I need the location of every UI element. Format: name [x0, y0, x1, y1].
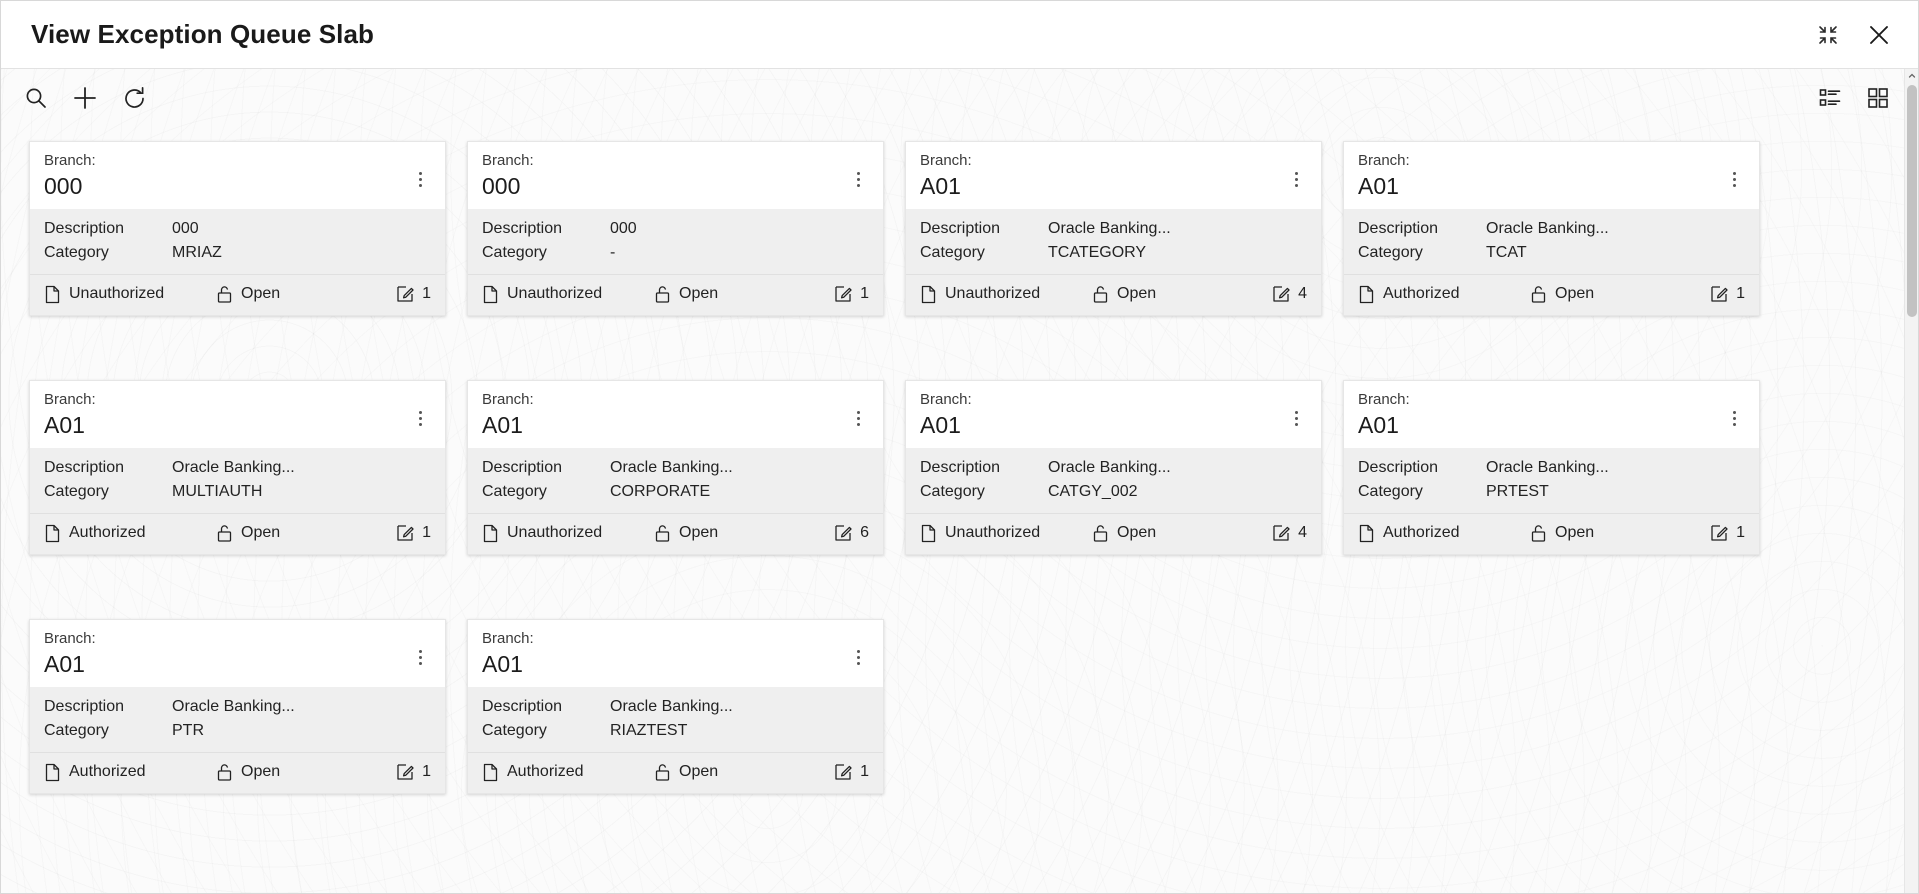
document-icon [44, 763, 61, 782]
record-state-label: Open [241, 285, 281, 302]
category-label: Category [44, 244, 109, 261]
category-label: Category [482, 483, 547, 500]
card-branch [44, 152, 411, 201]
card-header [468, 381, 883, 448]
record-state [1092, 523, 1202, 543]
modification-number-label: 6 [860, 524, 869, 541]
edit-icon [834, 285, 852, 303]
branch-value: A01 [482, 651, 523, 677]
modification-number [1272, 523, 1307, 543]
category-label: Category [920, 244, 985, 261]
description-label: Description [920, 220, 1001, 237]
document-icon [920, 285, 937, 304]
branch-value: A01 [44, 412, 85, 438]
edit-icon [1710, 285, 1728, 303]
authorization-status [44, 762, 206, 782]
description-value: Oracle Banking... [1048, 459, 1171, 476]
card-header [468, 142, 883, 209]
card-footer [1344, 513, 1759, 554]
record-state-label: Open [679, 763, 719, 780]
document-icon [920, 524, 937, 543]
authorization-status [1358, 284, 1520, 304]
branch-value: 000 [44, 173, 83, 199]
exception-queue-slab-card[interactable] [905, 141, 1322, 316]
edit-icon [1272, 285, 1290, 303]
unlock-icon [1092, 524, 1109, 543]
document-icon [44, 524, 61, 543]
card-body [906, 448, 1321, 513]
card-header [1344, 381, 1759, 448]
category-label: Category [482, 244, 547, 261]
kebab-menu-icon[interactable] [1725, 166, 1743, 192]
card-header [906, 381, 1321, 448]
card-field-values [1048, 217, 1307, 264]
card-header [30, 142, 445, 209]
authorization-status [482, 284, 644, 304]
authorization-status-label: Unauthorized [945, 524, 1041, 541]
modification-number-label: 1 [1736, 524, 1745, 541]
branch-label: Branch: [44, 391, 96, 408]
category-label: Category [1358, 483, 1423, 500]
window-title-bar [1, 1, 1918, 69]
record-state [654, 523, 764, 543]
refresh-icon[interactable] [121, 85, 148, 112]
card-field-values [610, 217, 869, 264]
card-footer [1344, 274, 1759, 315]
modification-number [834, 523, 869, 543]
category-value: - [610, 244, 616, 261]
branch-label: Branch: [1358, 152, 1410, 169]
document-icon [1358, 285, 1375, 304]
card-body [468, 687, 883, 752]
description-label: Description [44, 698, 125, 715]
card-field-values [610, 695, 869, 742]
category-value: PTR [172, 722, 204, 739]
authorization-status-label: Authorized [69, 763, 146, 780]
card-field-values [172, 695, 431, 742]
exception-queue-slab-card[interactable] [905, 380, 1322, 555]
category-value: CATGY_002 [1048, 483, 1138, 500]
modification-number-label: 1 [422, 524, 431, 541]
description-value: Oracle Banking... [1048, 220, 1171, 237]
authorization-status [44, 284, 206, 304]
card-field-labels [44, 456, 162, 503]
description-label: Description [44, 220, 125, 237]
card-field-values [172, 456, 431, 503]
branch-label: Branch: [920, 152, 972, 169]
toolbar-left-actions [23, 84, 148, 112]
card-branch [1358, 152, 1725, 201]
description-label: Description [482, 698, 563, 715]
record-state-label: Open [1117, 285, 1157, 302]
record-state [1530, 523, 1640, 543]
kebab-menu-icon[interactable] [1287, 405, 1305, 431]
content-area [1, 69, 1918, 893]
card-footer [30, 513, 445, 554]
authorization-status-label: Authorized [69, 524, 146, 541]
branch-value: A01 [482, 412, 523, 438]
branch-label: Branch: [44, 630, 96, 647]
kebab-menu-icon[interactable] [411, 405, 429, 431]
modification-number-label: 1 [860, 763, 869, 780]
modification-number-label: 4 [1298, 285, 1307, 302]
authorization-status [920, 284, 1082, 304]
modification-number [1272, 284, 1307, 304]
branch-label: Branch: [920, 391, 972, 408]
document-icon [44, 285, 61, 304]
edit-icon [396, 285, 414, 303]
record-state-label: Open [241, 763, 281, 780]
record-state-label: Open [679, 524, 719, 541]
record-state [216, 523, 326, 543]
edit-icon [1272, 524, 1290, 542]
card-header [468, 620, 883, 687]
category-label: Category [44, 722, 109, 739]
unlock-icon [1530, 285, 1547, 304]
card-field-labels [1358, 456, 1476, 503]
card-body [30, 448, 445, 513]
record-state-label: Open [679, 285, 719, 302]
category-value: CORPORATE [610, 483, 711, 500]
description-value: Oracle Banking... [1486, 220, 1609, 237]
kebab-menu-icon[interactable] [411, 644, 429, 670]
card-body [468, 209, 883, 274]
toolbar [1, 69, 1918, 127]
modification-number [396, 762, 431, 782]
exception-queue-slab-card[interactable] [29, 619, 446, 794]
authorization-status-label: Unauthorized [945, 285, 1041, 302]
unlock-icon [216, 285, 233, 304]
record-state [654, 284, 764, 304]
card-field-labels [920, 456, 1038, 503]
description-label: Description [920, 459, 1001, 476]
card-branch [44, 391, 411, 440]
card-body [1344, 209, 1759, 274]
card-field-values [172, 217, 431, 264]
close-icon[interactable] [1866, 22, 1892, 48]
description-label: Description [482, 220, 563, 237]
description-value: Oracle Banking... [610, 459, 733, 476]
record-state [216, 284, 326, 304]
search-icon[interactable] [23, 85, 49, 111]
category-value: MRIAZ [172, 244, 222, 261]
modification-number [1710, 284, 1745, 304]
record-state [1530, 284, 1640, 304]
card-header [30, 620, 445, 687]
card-footer [906, 513, 1321, 554]
exception-queue-slab-card[interactable] [29, 141, 446, 316]
card-field-labels [482, 695, 600, 742]
card-field-labels [482, 456, 600, 503]
card-branch [482, 152, 849, 201]
card-field-labels [482, 217, 600, 264]
tile-view-icon[interactable] [1866, 86, 1890, 110]
kebab-menu-icon[interactable] [849, 405, 867, 431]
exception-queue-slab-card[interactable] [467, 619, 884, 794]
branch-value: A01 [44, 651, 85, 677]
exception-queue-slab-card[interactable] [1343, 141, 1760, 316]
plus-icon[interactable] [71, 84, 99, 112]
record-state-label: Open [1117, 524, 1157, 541]
card-body [30, 687, 445, 752]
branch-label: Branch: [482, 152, 534, 169]
exception-queue-slab-card-grid [29, 141, 1876, 794]
authorization-status [482, 523, 644, 543]
record-state [1092, 284, 1202, 304]
toolbar-right-actions [1818, 86, 1890, 110]
card-footer [30, 274, 445, 315]
window-controls [1816, 22, 1892, 48]
category-value: TCATEGORY [1048, 244, 1147, 261]
unlock-icon [654, 524, 671, 543]
category-value: RIAZTEST [610, 722, 688, 739]
branch-value: A01 [920, 173, 961, 199]
modification-number-label: 1 [1736, 285, 1745, 302]
card-footer [30, 752, 445, 793]
document-icon [1358, 524, 1375, 543]
category-value: MULTIAUTH [172, 483, 263, 500]
edit-icon [396, 763, 414, 781]
branch-value: A01 [1358, 173, 1399, 199]
card-header [906, 142, 1321, 209]
description-value: Oracle Banking... [1486, 459, 1609, 476]
card-field-values [1048, 456, 1307, 503]
card-field-values [1486, 456, 1745, 503]
modification-number [834, 284, 869, 304]
branch-value: A01 [920, 412, 961, 438]
card-branch [482, 630, 849, 679]
card-body [468, 448, 883, 513]
category-value: TCAT [1486, 244, 1527, 261]
card-branch [482, 391, 849, 440]
collapse-icon[interactable] [1816, 23, 1840, 47]
kebab-menu-icon[interactable] [849, 166, 867, 192]
modification-number [1710, 523, 1745, 543]
unlock-icon [216, 763, 233, 782]
modification-number [834, 762, 869, 782]
authorization-status [920, 523, 1082, 543]
category-label: Category [44, 483, 109, 500]
card-field-labels [44, 217, 162, 264]
unlock-icon [654, 763, 671, 782]
description-value: Oracle Banking... [172, 698, 295, 715]
card-branch [1358, 391, 1725, 440]
authorization-status [1358, 523, 1520, 543]
vertical-scrollbar[interactable] [1904, 69, 1918, 893]
description-label: Description [44, 459, 125, 476]
authorization-status-label: Unauthorized [507, 285, 603, 302]
description-value: 000 [610, 220, 637, 237]
description-value: Oracle Banking... [610, 698, 733, 715]
exception-queue-slab-card[interactable] [467, 380, 884, 555]
unlock-icon [1092, 285, 1109, 304]
modification-number-label: 1 [422, 285, 431, 302]
branch-label: Branch: [482, 391, 534, 408]
unlock-icon [654, 285, 671, 304]
document-icon [482, 763, 499, 782]
record-state-label: Open [1555, 524, 1595, 541]
card-header [30, 381, 445, 448]
category-value: PRTEST [1486, 483, 1549, 500]
branch-label: Branch: [44, 152, 96, 169]
page-title: View Exception Queue Slab [31, 19, 375, 49]
kebab-menu-icon[interactable] [411, 166, 429, 192]
modification-number-label: 1 [422, 763, 431, 780]
card-body [1344, 448, 1759, 513]
card-footer [468, 752, 883, 793]
record-state [216, 762, 326, 782]
cards-scroll-area [1, 127, 1904, 893]
document-icon [482, 285, 499, 304]
card-branch [920, 152, 1287, 201]
unlock-icon [1530, 524, 1547, 543]
card-field-labels [920, 217, 1038, 264]
authorization-status-label: Authorized [507, 763, 584, 780]
card-branch [44, 630, 411, 679]
authorization-status-label: Authorized [1383, 285, 1460, 302]
unlock-icon [216, 524, 233, 543]
card-body [906, 209, 1321, 274]
card-branch [920, 391, 1287, 440]
card-footer [468, 274, 883, 315]
edit-icon [396, 524, 414, 542]
category-label: Category [1358, 244, 1423, 261]
authorization-status-label: Unauthorized [507, 524, 603, 541]
authorization-status [482, 762, 644, 782]
exception-queue-slab-card[interactable] [1343, 380, 1760, 555]
kebab-menu-icon[interactable] [849, 644, 867, 670]
description-value: Oracle Banking... [172, 459, 295, 476]
exception-queue-slab-card[interactable] [467, 141, 884, 316]
branch-value: 000 [482, 173, 521, 199]
card-body [30, 209, 445, 274]
modification-number [396, 523, 431, 543]
list-view-icon[interactable] [1818, 86, 1842, 110]
authorization-status-label: Unauthorized [69, 285, 165, 302]
card-field-labels [1358, 217, 1476, 264]
record-state-label: Open [1555, 285, 1595, 302]
description-label: Description [482, 459, 563, 476]
authorization-status [44, 523, 206, 543]
kebab-menu-icon[interactable] [1725, 405, 1743, 431]
description-label: Description [1358, 220, 1439, 237]
card-footer [906, 274, 1321, 315]
modification-number-label: 1 [860, 285, 869, 302]
modification-number-label: 4 [1298, 524, 1307, 541]
branch-label: Branch: [482, 630, 534, 647]
exception-queue-slab-card[interactable] [29, 380, 446, 555]
card-field-values [610, 456, 869, 503]
category-label: Category [920, 483, 985, 500]
category-label: Category [482, 722, 547, 739]
document-icon [482, 524, 499, 543]
card-field-labels [44, 695, 162, 742]
card-field-values [1486, 217, 1745, 264]
description-value: 000 [172, 220, 199, 237]
branch-value: A01 [1358, 412, 1399, 438]
edit-icon [1710, 524, 1728, 542]
modification-number [396, 284, 431, 304]
description-label: Description [1358, 459, 1439, 476]
edit-icon [834, 524, 852, 542]
edit-icon [834, 763, 852, 781]
record-state-label: Open [241, 524, 281, 541]
authorization-status-label: Authorized [1383, 524, 1460, 541]
card-footer [468, 513, 883, 554]
record-state [654, 762, 764, 782]
card-header [1344, 142, 1759, 209]
kebab-menu-icon[interactable] [1287, 166, 1305, 192]
branch-label: Branch: [1358, 391, 1410, 408]
